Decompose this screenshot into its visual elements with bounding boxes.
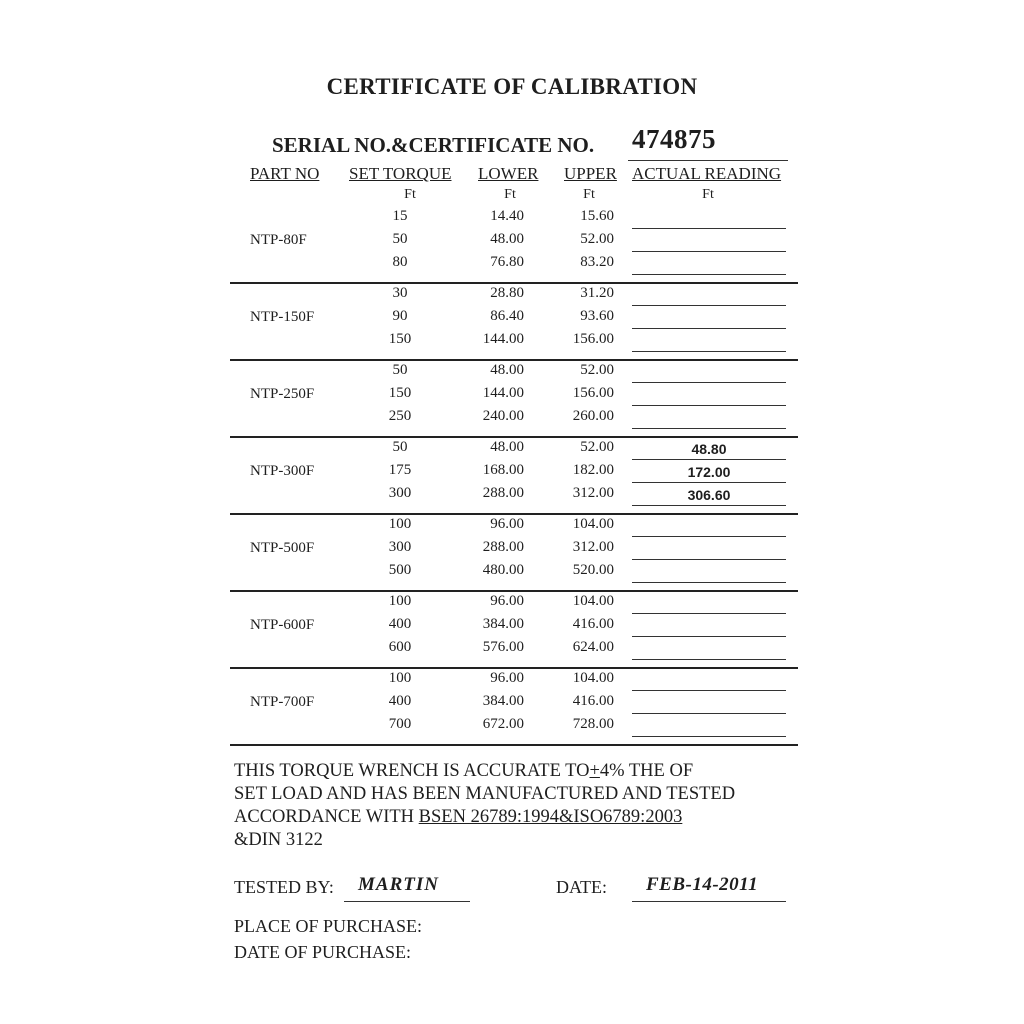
table-row <box>230 362 800 385</box>
upper-limit-cell: 104.00 <box>572 516 614 532</box>
part-number: NTP-80F <box>250 232 307 248</box>
table-row <box>230 285 800 308</box>
group-divider <box>230 436 798 438</box>
actual-reading-cell <box>632 593 786 614</box>
lower-limit-cell: 288.00 <box>482 485 524 501</box>
upper-limit-cell: 416.00 <box>572 616 614 632</box>
lower-limit-cell: 480.00 <box>482 562 524 578</box>
table-row <box>230 670 800 693</box>
actual-reading-cell <box>632 331 786 352</box>
upper-limit-cell: 52.00 <box>580 362 614 378</box>
set-torque-cell: 250 <box>388 408 412 424</box>
upper-limit-cell: 104.00 <box>572 670 614 686</box>
upper-limit-cell: 15.60 <box>580 208 614 224</box>
table-row <box>230 485 800 508</box>
set-torque-cell: 300 <box>388 539 412 555</box>
actual-reading-cell <box>632 308 786 329</box>
date-of-purchase-label: DATE OF PURCHASE: <box>234 942 412 962</box>
lower-limit-cell: 288.00 <box>482 539 524 555</box>
set-torque-cell: 700 <box>388 716 412 732</box>
actual-reading-cell <box>632 639 786 660</box>
group-divider <box>230 282 798 284</box>
lower-limit-cell: 48.00 <box>490 362 524 378</box>
table-row <box>230 516 800 539</box>
lower-limit-cell: 384.00 <box>482 616 524 632</box>
set-torque-cell: 100 <box>388 516 412 532</box>
set-torque-cell: 150 <box>388 331 412 347</box>
actual-reading-cell <box>632 616 786 637</box>
lower-limit-cell: 672.00 <box>482 716 524 732</box>
part-number: NTP-300F <box>250 463 315 479</box>
upper-limit-cell: 728.00 <box>572 716 614 732</box>
lower-limit-cell: 28.80 <box>490 285 524 301</box>
date-value: FEB-14-2011 <box>646 874 759 895</box>
set-torque-cell: 30 <box>392 285 408 301</box>
note-line-3: ACCORDANCE WITH BSEN 26789:1994&ISO6789:2003 <box>234 807 683 827</box>
upper-limit-cell: 182.00 <box>572 462 614 478</box>
header-lower: LOWER <box>478 164 539 183</box>
upper-limit-cell: 52.00 <box>580 439 614 455</box>
note-line-4: &DIN 3122 <box>234 830 323 850</box>
lower-limit-cell: 48.00 <box>490 231 524 247</box>
serial-number: 474875 <box>632 124 716 154</box>
group-divider <box>230 359 798 361</box>
upper-limit-cell: 312.00 <box>572 539 614 555</box>
accuracy-note <box>234 760 814 852</box>
set-torque-cell: 100 <box>388 593 412 609</box>
header-actual-reading: ACTUAL READING <box>632 164 782 183</box>
set-torque-cell: 80 <box>392 254 408 270</box>
upper-limit-cell: 31.20 <box>580 285 614 301</box>
lower-limit-cell: 86.40 <box>490 308 524 324</box>
header-upper: UPPER <box>564 164 617 183</box>
part-number: NTP-250F <box>250 386 315 402</box>
set-torque-cell: 15 <box>392 208 408 224</box>
lower-limit-cell: 76.80 <box>490 254 524 270</box>
certificate-title: CERTIFICATE OF CALIBRATION <box>326 74 698 99</box>
set-torque-cell: 50 <box>392 362 408 378</box>
table-row <box>230 562 800 585</box>
table-row <box>230 408 800 431</box>
set-torque-cell: 500 <box>388 562 412 578</box>
actual-reading-cell <box>632 285 786 306</box>
lower-limit-cell: 384.00 <box>482 693 524 709</box>
set-torque-cell: 300 <box>388 485 412 501</box>
group-divider <box>230 667 798 669</box>
tested-by-underline <box>344 901 470 902</box>
unit-actual: Ft <box>702 187 714 202</box>
set-torque-cell: 600 <box>388 639 412 655</box>
actual-reading-cell <box>632 716 786 737</box>
upper-limit-cell: 624.00 <box>572 639 614 655</box>
table-row <box>230 254 800 277</box>
lower-limit-cell: 14.40 <box>490 208 524 224</box>
upper-limit-cell: 93.60 <box>580 308 614 324</box>
lower-limit-cell: 168.00 <box>482 462 524 478</box>
set-torque-cell: 50 <box>392 439 408 455</box>
place-of-purchase-label: PLACE OF PURCHASE: <box>234 916 423 936</box>
actual-reading-cell <box>632 362 786 383</box>
lower-limit-cell: 240.00 <box>482 408 524 424</box>
table-row <box>230 693 800 716</box>
table-row <box>230 208 800 231</box>
upper-limit-cell: 416.00 <box>572 693 614 709</box>
table-row <box>230 639 800 662</box>
upper-limit-cell: 83.20 <box>580 254 614 270</box>
upper-limit-cell: 520.00 <box>572 562 614 578</box>
group-divider <box>230 744 798 746</box>
group-divider <box>230 590 798 592</box>
standard-reference: BSEN 26789:1994&ISO6789:2003 <box>418 807 683 827</box>
table-row <box>230 231 800 254</box>
unit-upper: Ft <box>583 187 595 202</box>
serial-label: SERIAL NO.&CERTIFICATE NO. <box>272 133 595 157</box>
table-row <box>230 462 800 485</box>
note-line-2: SET LOAD AND HAS BEEN MANUFACTURED AND TESTED <box>234 784 736 804</box>
actual-reading-cell <box>632 562 786 583</box>
group-divider <box>230 513 798 515</box>
actual-reading-cell <box>632 208 786 229</box>
unit-lower: Ft <box>504 187 516 202</box>
part-number: NTP-150F <box>250 309 315 325</box>
table-row <box>230 385 800 408</box>
tested-by-label: TESTED BY: <box>234 877 334 897</box>
table-row <box>230 616 800 639</box>
lower-limit-cell: 144.00 <box>482 331 524 347</box>
actual-reading-cell: 48.80 <box>632 439 786 460</box>
table-row <box>230 716 800 739</box>
tested-by-value: MARTIN <box>358 874 439 895</box>
lower-limit-cell: 96.00 <box>490 670 524 686</box>
header-set-torque: SET TORQUE <box>349 164 452 183</box>
actual-reading-cell <box>632 693 786 714</box>
table-row <box>230 593 800 616</box>
upper-limit-cell: 156.00 <box>572 385 614 401</box>
upper-limit-cell: 52.00 <box>580 231 614 247</box>
lower-limit-cell: 96.00 <box>490 516 524 532</box>
upper-limit-cell: 104.00 <box>572 593 614 609</box>
lower-limit-cell: 96.00 <box>490 593 524 609</box>
upper-limit-cell: 260.00 <box>572 408 614 424</box>
actual-reading-cell: 306.60 <box>632 485 786 506</box>
actual-reading-cell <box>632 408 786 429</box>
table-row <box>230 539 800 562</box>
lower-limit-cell: 48.00 <box>490 439 524 455</box>
part-number: NTP-600F <box>250 617 315 633</box>
set-torque-cell: 400 <box>388 693 412 709</box>
set-torque-cell: 50 <box>392 231 408 247</box>
actual-reading-cell <box>632 231 786 252</box>
actual-reading-cell <box>632 670 786 691</box>
table-row <box>230 439 800 462</box>
set-torque-cell: 100 <box>388 670 412 686</box>
table-row <box>230 308 800 331</box>
actual-reading-cell: 172.00 <box>632 462 786 483</box>
upper-limit-cell: 312.00 <box>572 485 614 501</box>
set-torque-cell: 90 <box>392 308 408 324</box>
actual-reading-cell <box>632 539 786 560</box>
date-label: DATE: <box>556 877 607 897</box>
set-torque-cell: 150 <box>388 385 412 401</box>
date-underline <box>632 901 786 902</box>
note-line-1: THIS TORQUE WRENCH IS ACCURATE TO+4% THE OF <box>234 761 694 781</box>
lower-limit-cell: 576.00 <box>482 639 524 655</box>
set-torque-cell: 175 <box>388 462 412 478</box>
actual-reading-cell <box>632 385 786 406</box>
lower-limit-cell: 144.00 <box>482 385 524 401</box>
actual-reading-cell <box>632 254 786 275</box>
part-number: NTP-700F <box>250 694 315 710</box>
upper-limit-cell: 156.00 <box>572 331 614 347</box>
set-torque-cell: 400 <box>388 616 412 632</box>
part-number: NTP-500F <box>250 540 315 556</box>
unit-set-torque: Ft <box>404 187 416 202</box>
header-part-no: PART NO <box>250 164 320 183</box>
actual-reading-cell <box>632 516 786 537</box>
table-row <box>230 331 800 354</box>
serial-underline <box>628 160 788 161</box>
